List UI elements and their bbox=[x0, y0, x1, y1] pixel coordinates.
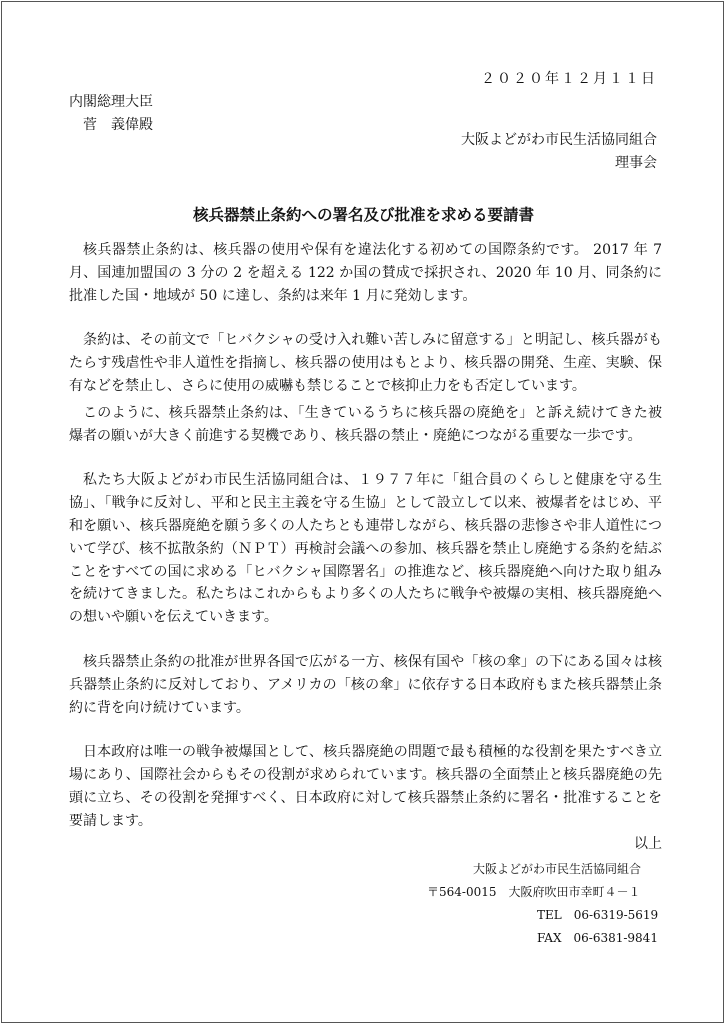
document-page bbox=[1, 1, 724, 1023]
paragraph-3: このように、核兵器禁止条約は、｢生きているうちに核兵器の廃絶を」と訴え続けてきた被爆者の願いが大きく前進する契機であり、核兵器の禁止・廃絶につながる重要な一歩です。 bbox=[69, 404, 662, 444]
recipient-name: 菅 義偉殿 bbox=[83, 117, 153, 133]
recipient-title: 内閣総理大臣 bbox=[69, 94, 153, 110]
sender-organization: 大阪よどがわ市民生活協同組合 bbox=[461, 132, 657, 148]
paragraph-4: 私たち大阪よどがわ市民生活協同組合は、１９７７年に「組合員のくらしと健康を守る生協」、「戦争に反対し、平和と民主主義を守る生協」として設立して以来、被爆者をはじめ、平和を願い、核兵器廃絶を願う多くの人たちとも連帯しながら、核兵器の悲惨さや非人道性について学び、核不拡散条約（ＮＰＴ）再検討会議への参加、核兵器を禁止し廃絶する条約を結ぶことをすべての国に求める「ヒバクシャ国際署名」の推進など、核兵器廃絶へ向けた取り組みを続けてきました。私たちはこれからもより多くの人たちに戦争や被爆の実相、核兵器廃絶への想いや願いを伝えていきます。 bbox=[69, 472, 662, 626]
paragraph-2: 条約は、その前文で「ヒバクシャの受け入れ難い苦しみに留意する」と明記し、核兵器がもたらす残虐性や非人道性を指摘し、核兵器の使用はもとより、核兵器の開発、生産、実験、保有などを禁止し、さらに使用の威嚇も禁じることで核抑止力をも否定しています。 bbox=[69, 332, 662, 394]
paragraph-5: 核兵器禁止条約の批准が世界各国で広がる一方、核保有国や「核の傘」の下にある国々は核兵器禁止条約に反対しており、アメリカの「核の傘」に依存する日本政府もまた核兵器禁止条約に背を向け続けています。 bbox=[69, 653, 662, 716]
footer-contact bbox=[427, 860, 657, 950]
footer-address: 〒564-0015 大阪府吹田市幸町４－１ bbox=[427, 885, 641, 899]
sender-body: 理事会 bbox=[615, 155, 657, 171]
paragraph-1: 核兵器禁止条約は、核兵器の使用や保有を違法化する初めての国際条約です。 2017 年 7 月、国連加盟国の 3 分の 2 を超える 122 か国の賛成で採択され、2020 年 10 月、同条約に批准した国・地域が 50 に達し、条約は来年 1 月に発効します。 bbox=[69, 242, 662, 304]
document-body bbox=[69, 239, 662, 855]
paragraph-6: 日本政府は唯一の戦争被爆国として、核兵器廃絶の問題で最も積極的な役割を果たすべき立場にあり、国際社会からもその役割が求められています。核兵器の全面禁止と核兵器廃絶の先頭に立ち、その役割を発揮すべく、日本政府に対して核兵器禁止条約に署名・批准することを要請します。 bbox=[69, 744, 662, 829]
document-title: 核兵器禁止条約への署名及び批准を求める要請書 bbox=[192, 206, 534, 224]
footer-tel: TEL 06-6319-5619 bbox=[537, 908, 659, 922]
document-date: ２０２０年１２月１１日 bbox=[481, 71, 657, 87]
footer-organization: 大阪よどがわ市民生活協同組合 bbox=[473, 862, 642, 876]
closing-mark: 以上 bbox=[634, 835, 662, 852]
footer-fax: FAX 06-6381-9841 bbox=[537, 931, 658, 945]
